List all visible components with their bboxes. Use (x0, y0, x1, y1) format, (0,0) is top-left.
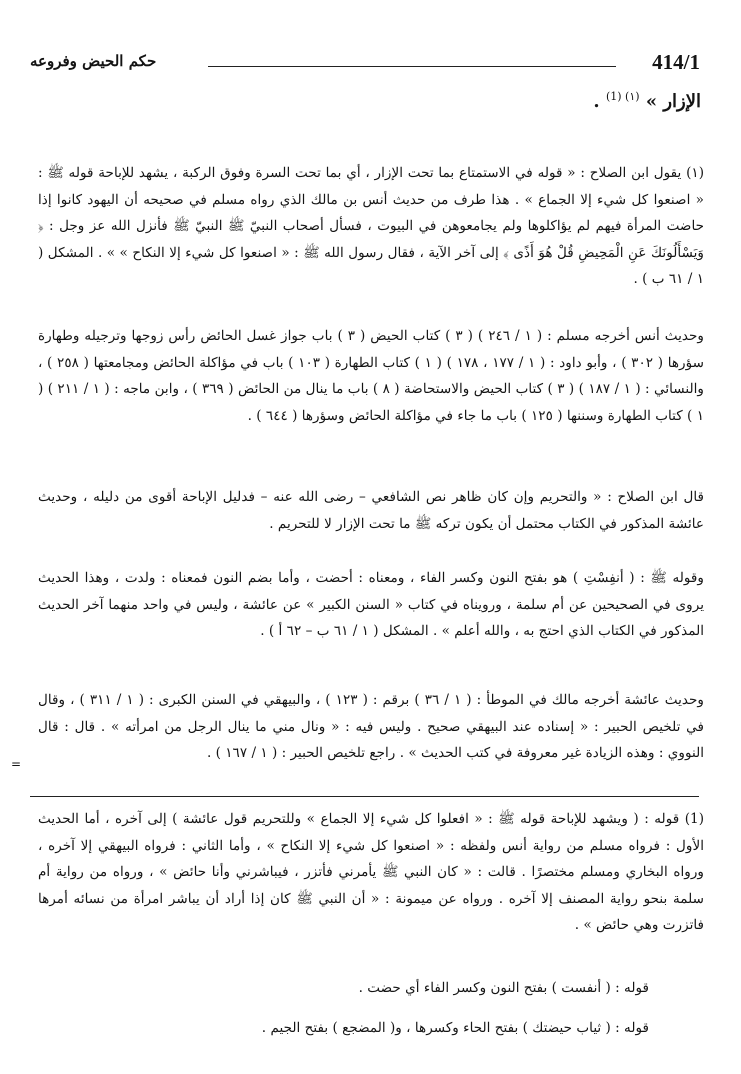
footnote-1 (38, 806, 704, 939)
footnote-separator (30, 796, 699, 797)
header-rule (208, 66, 616, 67)
paragraph-3 (38, 484, 704, 537)
closing-tail: . (593, 91, 606, 112)
paragraph-text: وحديث أنس أخرجه مسلم : ( ١ / ٢٤٦ ) ( ٣ ) كتاب الحيض ( ٣ ) باب جواز غسل الحائض رأس زوجها وترجيله وطهارة سؤرها ( ٣٠٢ ) ، وأبو داود : ( ١ / ١٧٧ ، ١٧٨ ) ( ١ ) كتاب الطهارة ( ١٠٣ ) باب في مؤاكلة الحائض ومجامعتها ( ٢٥٨ ) ، والنسائي : ( ١ / ١٨٧ ) ( ٣ ) كتاب الحيض والاستحاضة ( ٨ ) باب ما ينال من الحائض ( ٣٦٩ ) ، وابن ماجه : ( ١ / ٢١١ ) ( ١ ) كتاب الطهارة وسننها ( ١٢٥ ) باب ما جاء في مؤاكلة الحائض وسؤرها ( ٦٤٤ ) . (38, 328, 704, 424)
paragraph-2 (38, 323, 704, 429)
paragraph-text: وقوله ﷺ : ( أنفِسْتِ ) هو بفتح النون وكسر الفاء ، ومعناه : أحضت ، وأما بضم النون فمعناه : ولدت ، وهذا الحديث يروى في الصحيحين عن أم سلمة ، ورويناه في كتاب « السنن الكبير » عن عائشة ، وليس في واحد منهما آخر الحديث المذكور في الكتاب الذي احتج به ، والله أعلم » . المشكل ( ١ / ٦١ ب – ٦٢ أ ) . (38, 570, 704, 639)
footnote-3: قوله : ( ثياب حيضتك ) بفتح الحاء وكسرها ، و( المضجع ) بفتح الجيم . (261, 1020, 649, 1036)
page-header (30, 50, 700, 80)
closing-text: الإزار » (639, 91, 701, 112)
footnote-2: قوله : ( أنفست ) بفتح النون وكسر الفاء أي حضت . (358, 980, 649, 996)
paragraph-5 (38, 687, 704, 767)
paragraph-1 (38, 160, 704, 293)
closing-line (593, 90, 701, 112)
paragraph-4 (38, 565, 704, 645)
margin-mark: = (11, 757, 22, 771)
footnote-text: (1) قوله : ( ويشهد للإباحة قوله ﷺ : « افعلوا كل شيء إلا الجماع » وللتحريم قول عائشة ) إلى آخره ، أما الحديث الأول : فرواه مسلم من رواية أنس ولفظه : « اصنعوا كل شيء إلا النكاح » ، وأما الثاني : فرواه البيهقي إلا آخره ، ورواه البخاري ومسلم مختصرًا . قالت : « كان النبي ﷺ يأمرني فأتزر ، فيباشرني وأنا حائض » ، ورواه من رواية أم سلمة بنحو رواية المصنف إلا آخره . ورواه عن ميمونة : « أن النبي ﷺ كان إذا أراد أن يباشر امرأة من نسائه أمرها فاتزرت وهي حائض » . (38, 811, 704, 933)
paragraph-text: وحديث عائشة أخرجه مالك في الموطأ : ( ١ / ٣٦ ) برقم : ( ١٢٣ ) ، والبيهقي في السنن الكبرى : ( ١ / ٣١١ ) ، وقال في تلخيص الحبير : « إسناده عند البيهقي صحيح . وليس فيه : « ونال مني ما ينال الرجل من امرأته » . قال : قال النووي : وهذه الزيادة غير معروفة في كتب الحديث » . راجع تلخيص الحبير : ( ١ / ١٦٧ ) . (38, 692, 704, 761)
running-title: حكم الحيض وفروعه (30, 52, 157, 70)
paragraph-text: (١) يقول ابن الصلاح : « قوله في الاستمتاع بما تحت الإزار ، أي بما تحت السرة وفوق الركبة ، يشهد للإباحة قوله ﷺ : « اصنعوا كل شيء إلا الجماع » . هذا طرف من حديث أنس بن مالك الذي رواه مسلم في صحيحه أن اليهود كانوا إذا حاضت المرأة فيهم لم يؤاكلوها ولم يجامعوهن في البيوت ، فسأل أصحاب النبيّ ﷺ النبيّ ﷺ فأنزل الله عز وجل : ﴿ وَيَسْأَلُونَكَ عَنِ الْمَحِيضِ قُلْ هُوَ أَذًى ﴾ إلى آخر الآية ، فقال رسول الله ﷺ : « اصنعوا كل شيء إلا النكاح » » . المشكل ( ١ / ٦١ ب ) . (38, 165, 704, 287)
page-number: 414/1 (652, 50, 700, 74)
footnote-ref: (١) (1) (605, 90, 640, 103)
paragraph-text: قال ابن الصلاح : « والتحريم وإن كان ظاهر نص الشافعي – رضى الله عنه – فدليل الإباحة أقوى من دليله ، وحديث عائشة المذكور في الكتاب محتمل أن يكون تركه ﷺ ما تحت الإزار لا للتحريم . (38, 489, 704, 532)
